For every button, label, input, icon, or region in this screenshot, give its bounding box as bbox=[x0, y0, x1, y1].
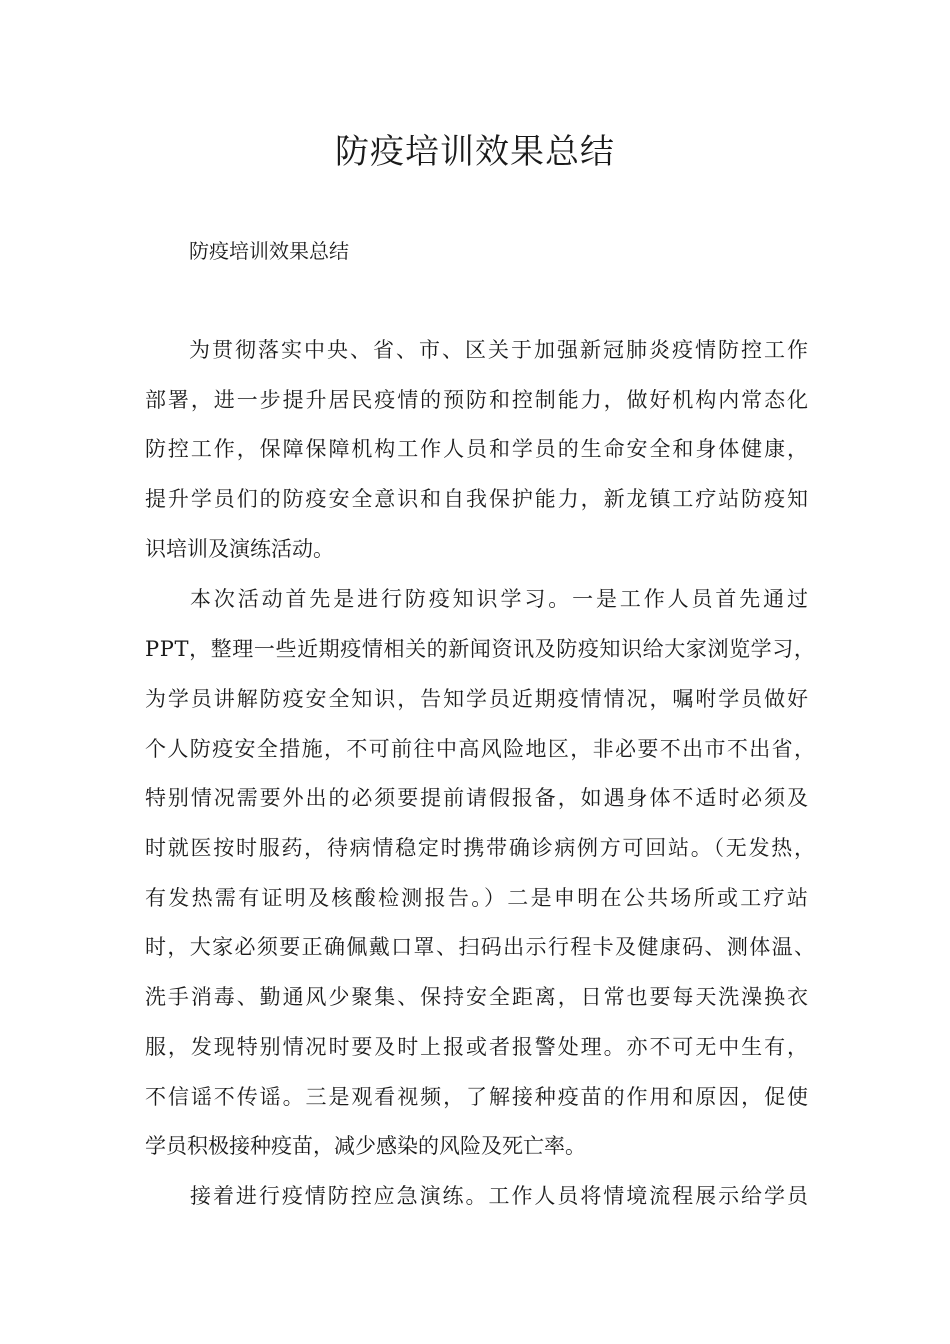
paragraph-line: 个人防疫安全措施，不可前往中高风险地区，非必要不出市不出省， bbox=[145, 737, 817, 761]
paragraph-line: 学员积极接种疫苗，减少感染的风险及死亡率。 bbox=[145, 1134, 586, 1158]
paragraph-line: 为学员讲解防疫安全知识，告知学员近期疫情情况，嘱咐学员做好 bbox=[145, 687, 810, 711]
paragraph-line: 时，大家必须要正确佩戴口罩、扫码出示行程卡及健康码、测体温、 bbox=[145, 935, 817, 959]
document-subtitle: 防疫培训效果总结 bbox=[189, 239, 349, 263]
paragraph-line: 本次活动首先是进行防疫知识学习。一是工作人员首先通过 bbox=[190, 587, 811, 611]
paragraph-line: PPT，整理一些近期疫情相关的新闻资讯及防疫知识给大家浏览学习， bbox=[145, 637, 816, 661]
paragraph-line: 不信谣不传谣。三是观看视频，了解接种疫苗的作用和原因，促使 bbox=[145, 1085, 810, 1109]
paragraph-line: 部署，进一步提升居民疫情的预防和控制能力，做好机构内常态化 bbox=[145, 388, 810, 412]
paragraph-line: 为贯彻落实中央、省、市、区关于加强新冠肺炎疫情防控工作 bbox=[189, 338, 810, 362]
paragraph-line: 洗手消毒、勤通风少聚集、保持安全距离，日常也要每天洗澡换衣 bbox=[145, 985, 810, 1009]
paragraph-line: 特别情况需要外出的必须要提前请假报备，如遇身体不适时必须及 bbox=[145, 786, 810, 810]
paragraph-line: 识培训及演练活动。 bbox=[145, 537, 334, 561]
paragraph-line: 服，发现特别情况时要及时上报或者报警处理。亦不可无中生有， bbox=[145, 1035, 810, 1059]
paragraph-line: 接着进行疫情防控应急演练。工作人员将情境流程展示给学员 bbox=[190, 1184, 810, 1208]
document-title: 防疫培训效果总结 bbox=[335, 132, 615, 172]
paragraph-line: 提升学员们的防疫安全意识和自我保护能力，新龙镇工疗站防疫知 bbox=[145, 487, 810, 511]
paragraph-line: 有发热需有证明及核酸检测报告。）二是申明在公共场所或工疗站 bbox=[145, 886, 811, 910]
paragraph-line: 时就医按时服药，待病情稳定时携带确诊病例方可回站。（无发热， bbox=[145, 836, 817, 860]
paragraph-line: 防控工作，保障保障机构工作人员和学员的生命安全和身体健康， bbox=[145, 437, 810, 461]
